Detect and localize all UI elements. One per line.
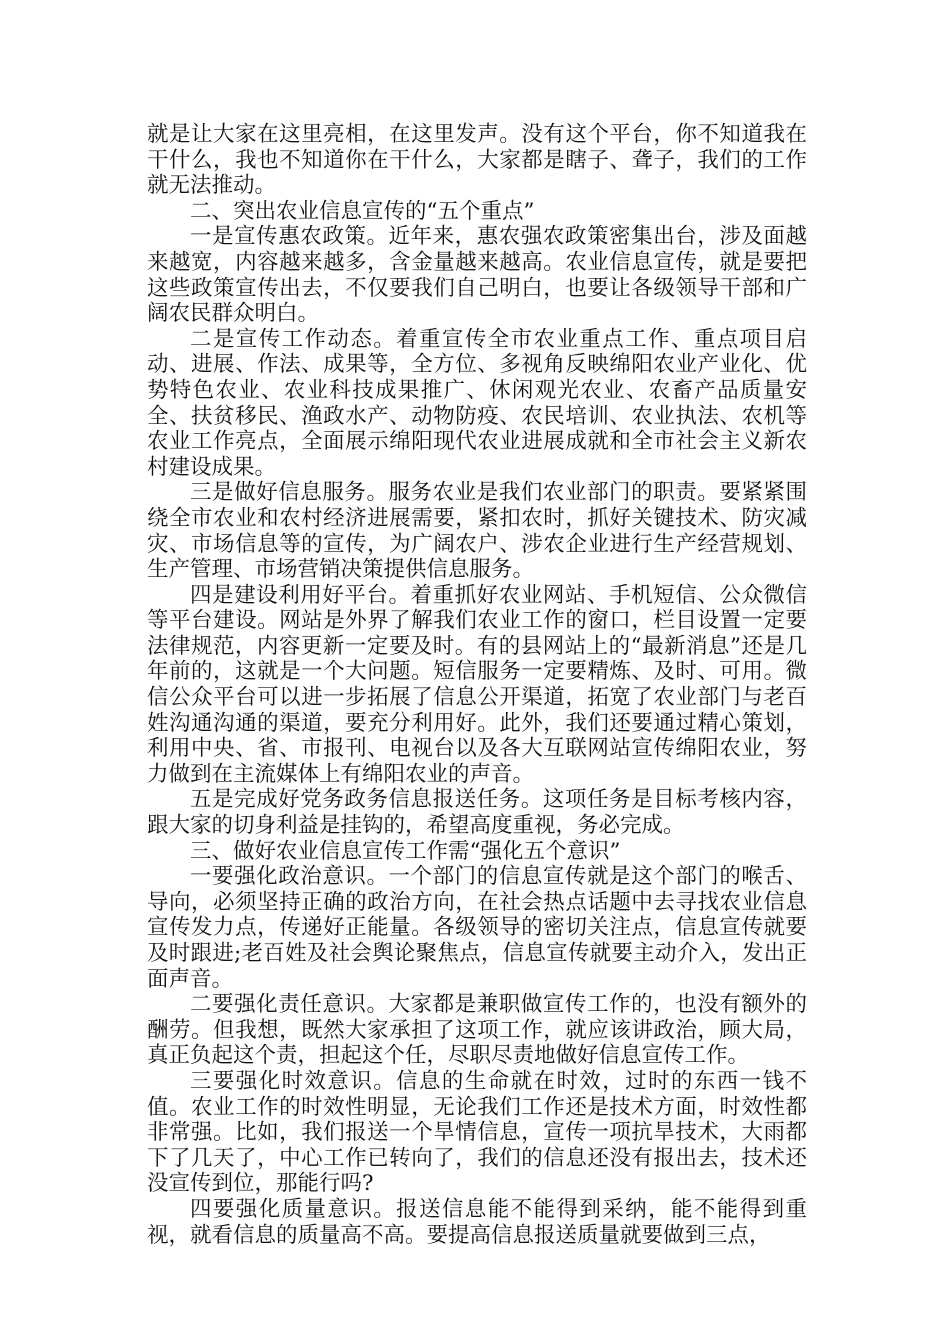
paragraph: 三要强化时效意识。信息的生命就在时效，过时的东西一钱不值。农业工作的时效性明显，无论我们工作还是技术方面，时效性都非常强。比如，我们报送一个旱情信息，宣传一项抗旱技术，大雨都下了几天了，中心工作已转向了，我们的信息还没有报出去，技术还没宣传到位，那能行吗?	[147, 1068, 807, 1197]
section-heading: 三、做好农业信息宣传工作需“强化五个意识”	[190, 838, 621, 864]
paragraph: 五是完成好党务政务信息报送任务。这项任务是目标考核内容，跟大家的切身利益是挂钩的，希望高度重视，务必完成。	[147, 787, 807, 839]
paragraph: 四要强化质量意识。报送信息能不能得到采纳，能不能得到重视，就看信息的质量高不高。要提高信息报送质量就要做到三点，	[147, 1196, 807, 1248]
section-heading: 二、突出农业信息宣传的“五个重点”	[190, 198, 535, 224]
paragraph: 就是让大家在这里亮相，在这里发声。没有这个平台，你不知道我在干什么，我也不知道你在干什么，大家都是瞎子、聋子，我们的工作就无法推动。	[147, 122, 807, 199]
paragraph: 一要强化政治意识。一个部门的信息宣传就是这个部门的喉舌、导向，必须坚持正确的政治方向，在社会热点话题中去寻找农业信息宣传发力点，传递好正能量。各级领导的密切关注点，信息宣传就要及时跟进;老百姓及社会舆论聚焦点，信息宣传就要主动介入，发出正面声音。	[147, 864, 807, 992]
document-body	[147, 122, 807, 1248]
paragraph: 三是做好信息服务。服务农业是我们农业部门的职责。要紧紧围绕全市农业和农村经济进展需要，紧扣农时，抓好关键技术、防灾减灾、市场信息等的宣传，为广阔农户、涉农企业进行生产经营规划、生产管理、市场营销决策提供信息服务。	[147, 480, 807, 583]
paragraph: 二是宣传工作动态。着重宣传全市农业重点工作、重点项目启动、进展、作法、成果等，全方位、多视角反映绵阳农业产业化、优势特色农业、农业科技成果推广、休闲观光农业、农畜产品质量安全、扶贫移民、渔政水产、动物防疫、农民培训、农业执法、农机等农业工作亮点，全面展示绵阳现代农业进展成就和全市社会主义新农村建设成果。	[147, 326, 807, 480]
paragraph: 二要强化责任意识。大家都是兼职做宣传工作的，也没有额外的酬劳。但我想，既然大家承担了这项工作，就应该讲政治，顾大局，真正负起这个责，担起这个任，尽职尽责地做好信息宣传工作。	[147, 992, 807, 1069]
paragraph: 一是宣传惠农政策。近年来，惠农强农政策密集出台，涉及面越来越宽，内容越来越多，含金量越来越高。农业信息宣传，就是要把这些政策宣传出去，不仅要我们自己明白，也要让各级领导干部和广阔农民群众明白。	[147, 224, 807, 327]
paragraph: 四是建设利用好平台。着重抓好农业网站、手机短信、公众微信等平台建设。网站是外界了解我们农业工作的窗口，栏目设置一定要法律规范，内容更新一定要及时。有的县网站上的“最新消息”还是几年前的，这就是一个大问题。短信服务一定要精炼、及时、可用。微信公众平台可以进一步拓展了信息公开渠道，拓宽了农业部门与老百姓沟通沟通的渠道，要充分利用好。此外，我们还要通过精心策划，利用中央、省、市报刊、电视台以及各大互联网站宣传绵阳农业，努力做到在主流媒体上有绵阳农业的声音。	[147, 582, 807, 787]
